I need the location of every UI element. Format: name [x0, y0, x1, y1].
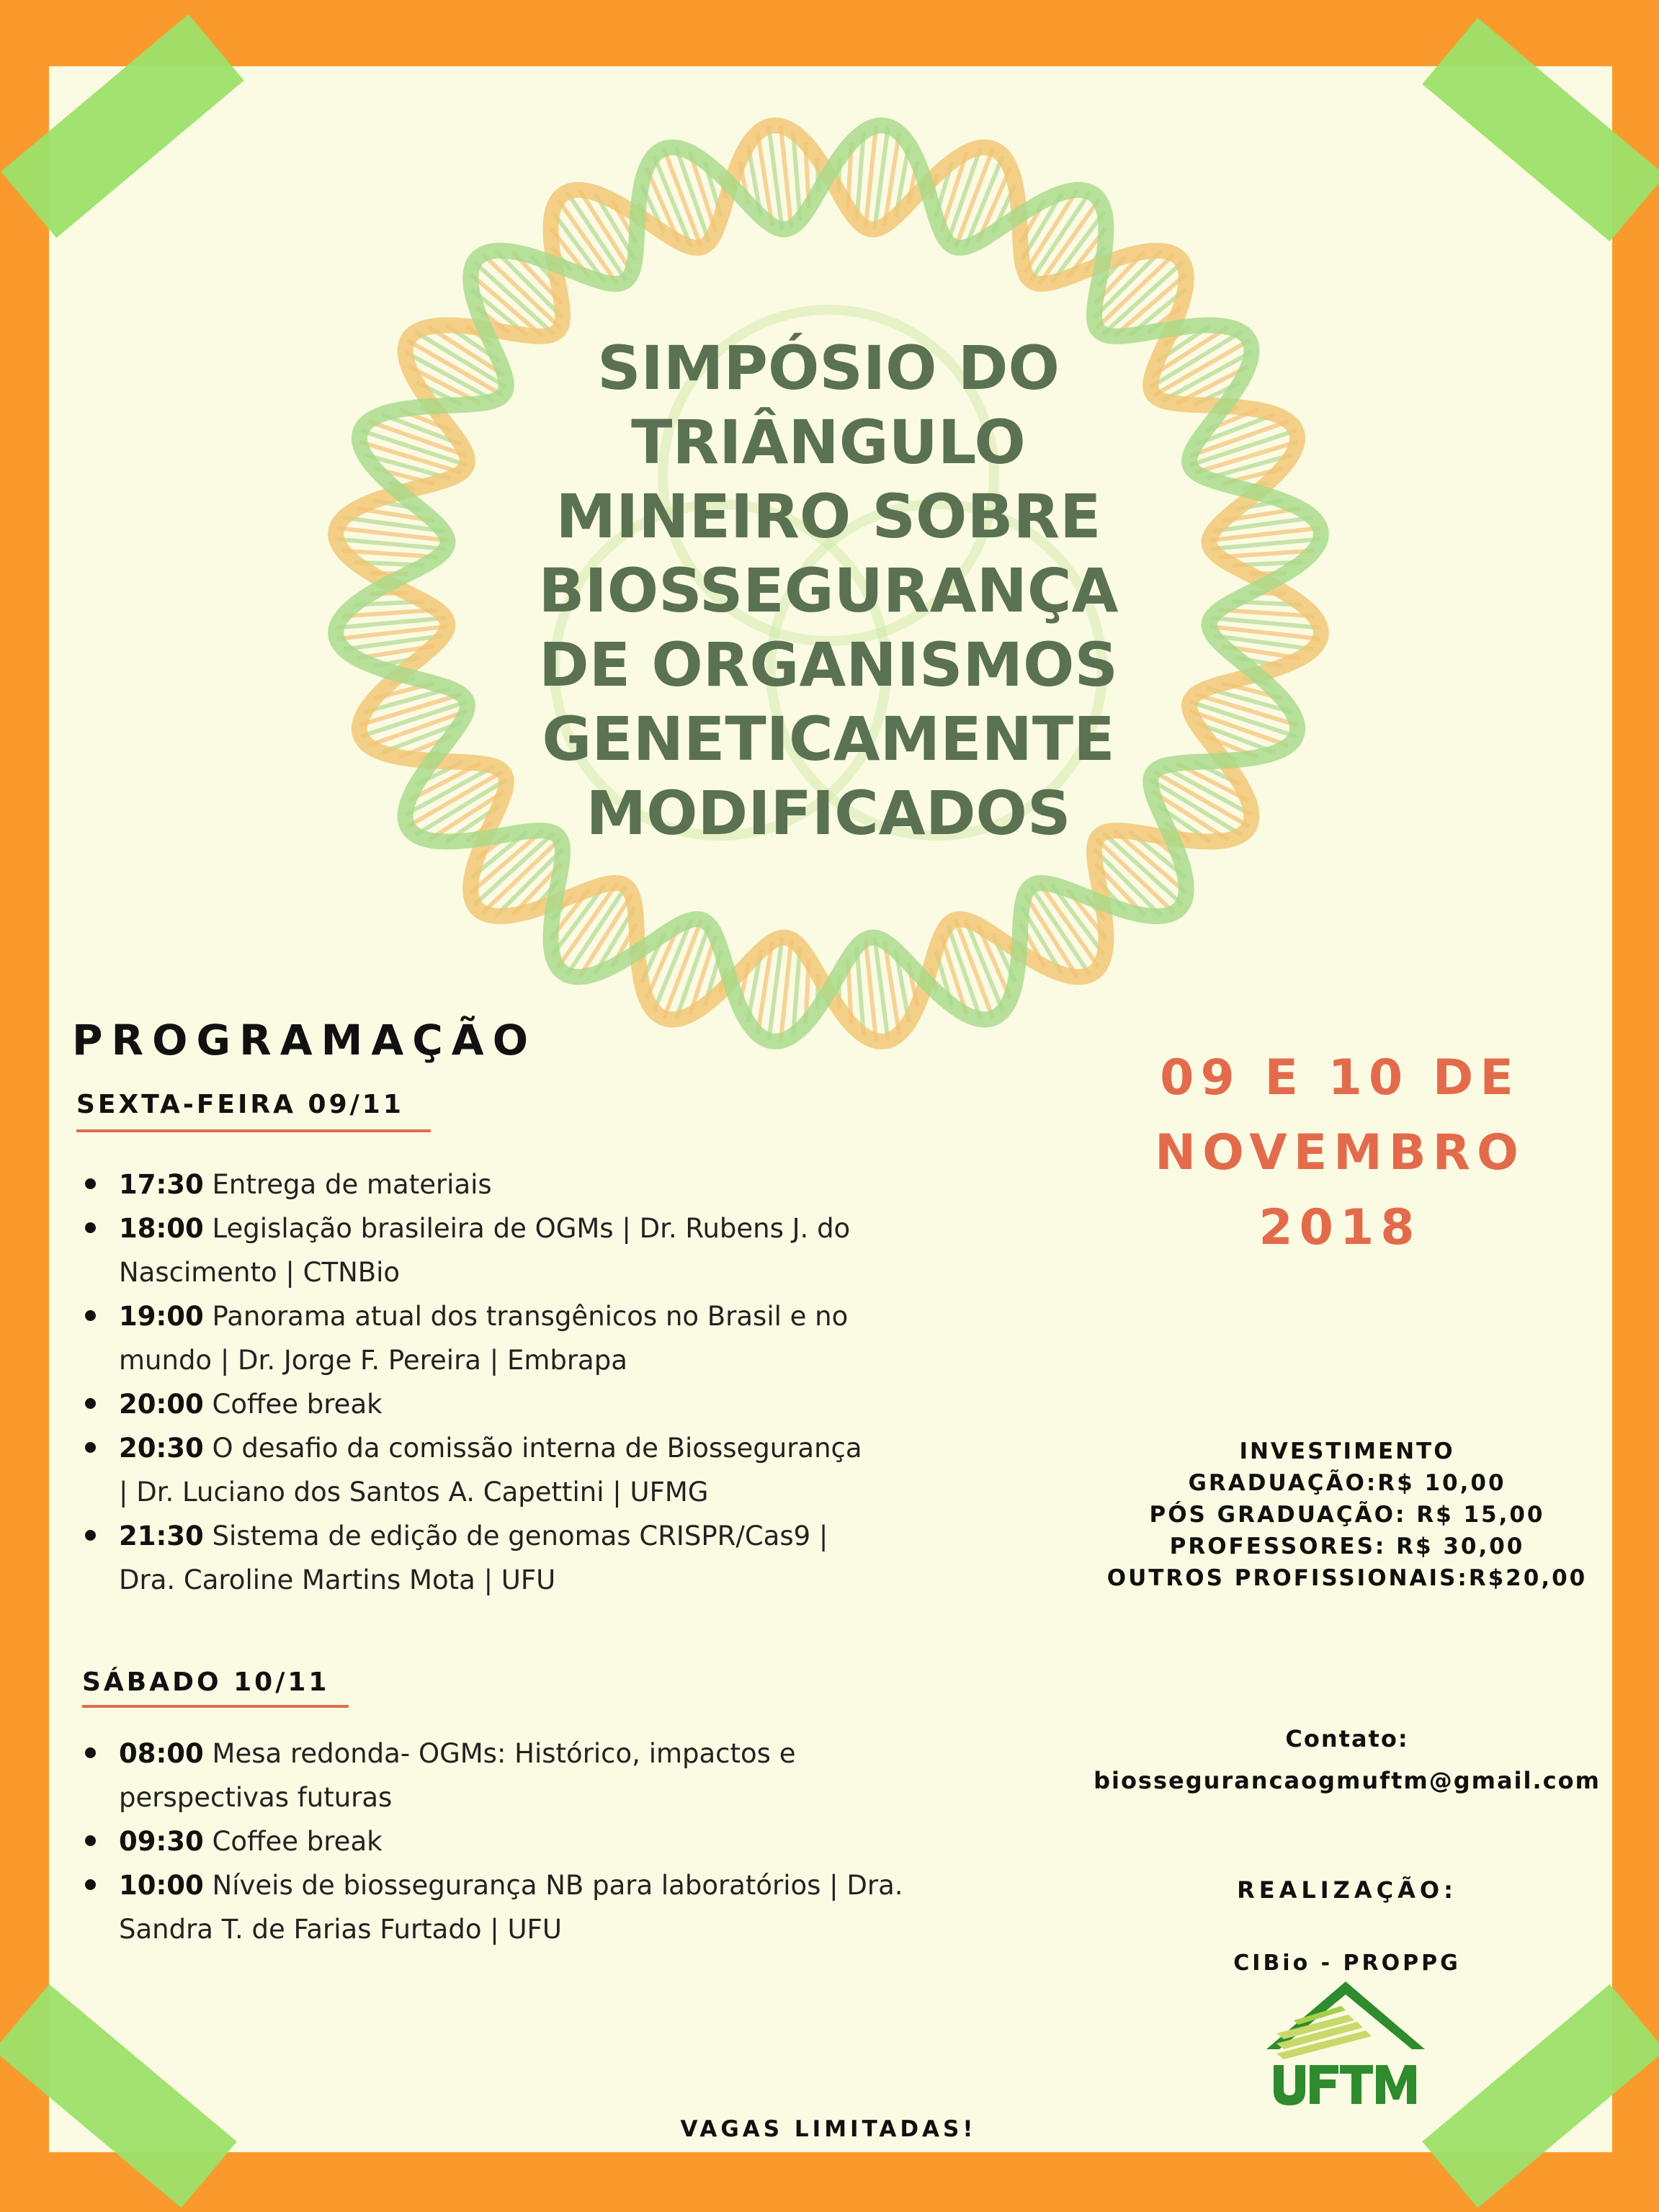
schedule-text: Dra. Caroline Martins Mota | UFU — [119, 1564, 556, 1595]
schedule-text: Coffee break — [203, 1826, 383, 1857]
day-underline — [76, 1129, 431, 1132]
bullet-icon — [85, 1835, 96, 1846]
investment-block — [1081, 1436, 1614, 1594]
schedule-time: 20:00 — [119, 1389, 204, 1420]
bullet-icon — [85, 1310, 96, 1321]
bullet-icon — [85, 1398, 96, 1409]
schedule-saturday — [79, 1732, 908, 1951]
helix-rung — [1211, 618, 1320, 628]
bullet-icon — [85, 1442, 96, 1453]
schedule-text: Mesa redonda- OGMs: Histórico, impactos e — [203, 1738, 796, 1769]
date-line: 09 E 10 DE — [1160, 1049, 1520, 1106]
date-line: NOVEMBRO — [1155, 1124, 1525, 1181]
bullet-icon — [85, 1222, 96, 1233]
schedule-item — [79, 1163, 908, 1206]
helix-rung — [866, 126, 877, 228]
date-line: 2018 — [1258, 1199, 1421, 1256]
schedule-time: 20:30 — [119, 1433, 204, 1464]
schedule-text: Sandra T. de Farias Furtado | UFU — [119, 1914, 562, 1945]
schedule-item — [79, 1206, 908, 1294]
schedule-text: perspectivas futuras — [119, 1782, 393, 1813]
symposium-title — [461, 331, 1196, 851]
day-underline — [82, 1705, 349, 1708]
title-line: BIOSSEGURANÇA — [538, 555, 1119, 626]
schedule-item — [79, 1426, 908, 1514]
schedule-time: 18:00 — [119, 1213, 204, 1244]
uftm-logo-icon — [1262, 1977, 1429, 2107]
schedule-item — [79, 1382, 908, 1426]
price-outros: OUTROS PROFISSIONAIS:R$20,00 — [1106, 1565, 1588, 1591]
schedule-item — [79, 1732, 908, 1819]
contact-email[interactable]: biossegurancaogmuftm@gmail.com — [1094, 1767, 1601, 1794]
bullet-icon — [85, 1530, 96, 1541]
investment-heading: INVESTIMENTO — [1239, 1438, 1455, 1464]
price-pos-graduacao: PÓS GRADUAÇÃO: R$ 15,00 — [1149, 1502, 1545, 1528]
bullet-icon — [85, 1879, 96, 1890]
schedule-text: Entrega de materiais — [203, 1169, 492, 1200]
schedule-text: Nascimento | CTNBio — [119, 1257, 401, 1288]
schedule-text: Legislação brasileira de OGMs | Dr. Rubens J. do — [203, 1213, 851, 1244]
organizers: CIBio - PROPPG — [1233, 1951, 1461, 1976]
schedule-text: Sistema de edição de genomas CRISPR/Cas9 | — [203, 1521, 828, 1551]
schedule-text: mundo | Dr. Jorge F. Pereira | Embrapa — [119, 1345, 627, 1376]
bullet-icon — [85, 1178, 96, 1189]
schedule-text: Panorama atual dos transgênicos no Brasil e no — [203, 1301, 849, 1332]
schedule-time: 08:00 — [119, 1738, 204, 1769]
contact-label: Contato: — [1285, 1725, 1409, 1752]
title-line: MODIFICADOS — [586, 778, 1071, 848]
title-line: SIMPÓSIO DO — [597, 333, 1060, 403]
schedule-item — [79, 1863, 908, 1951]
helix-rung — [336, 618, 446, 628]
schedule-time: 21:30 — [119, 1521, 204, 1551]
schedule-text: O desafio da comissão interna de Biossegurança — [203, 1433, 862, 1464]
helix-rung — [336, 539, 446, 549]
schedule-item — [79, 1294, 908, 1382]
schedule-time: 19:00 — [119, 1301, 204, 1332]
schedule-text: | Dr. Luciano dos Santos A. Capettini | UFMG — [119, 1477, 709, 1508]
event-date — [1138, 1041, 1542, 1266]
schedule-text: Coffee break — [203, 1389, 383, 1420]
helix-rung — [1211, 539, 1320, 549]
schedule-time: 09:30 — [119, 1826, 204, 1857]
schedule-item — [79, 1514, 908, 1602]
title-line: MINEIRO SOBRE — [555, 481, 1101, 552]
day-heading-friday: SEXTA-FEIRA 09/11 — [76, 1090, 404, 1119]
helix-rung — [866, 939, 877, 1041]
title-line: TRIÂNGULO — [631, 407, 1026, 478]
bullet-icon — [85, 1747, 96, 1758]
price-graduacao: GRADUAÇÃO:R$ 10,00 — [1188, 1470, 1506, 1496]
schedule-text: Níveis de biossegurança NB para laboratórios | Dra. — [203, 1870, 903, 1901]
day-heading-saturday: SÁBADO 10/11 — [82, 1667, 330, 1697]
realizacao-label: REALIZAÇÃO: — [1237, 1876, 1457, 1904]
limited-spots-note: VAGAS LIMITADAS! — [680, 2116, 977, 2142]
contact-block — [1081, 1718, 1614, 1801]
title-line: GENETICAMENTE — [542, 704, 1115, 774]
schedule-time: 17:30 — [119, 1169, 204, 1200]
title-line: DE ORGANISMOS — [539, 630, 1118, 700]
helix-rung — [781, 126, 792, 228]
schedule-time: 10:00 — [119, 1870, 204, 1901]
schedule-friday — [79, 1163, 908, 1602]
price-professores: PROFESSORES: R$ 30,00 — [1169, 1533, 1525, 1559]
schedule-item — [79, 1819, 908, 1863]
programacao-heading: PROGRAMAÇÃO — [72, 1016, 537, 1065]
helix-rung — [781, 939, 792, 1041]
